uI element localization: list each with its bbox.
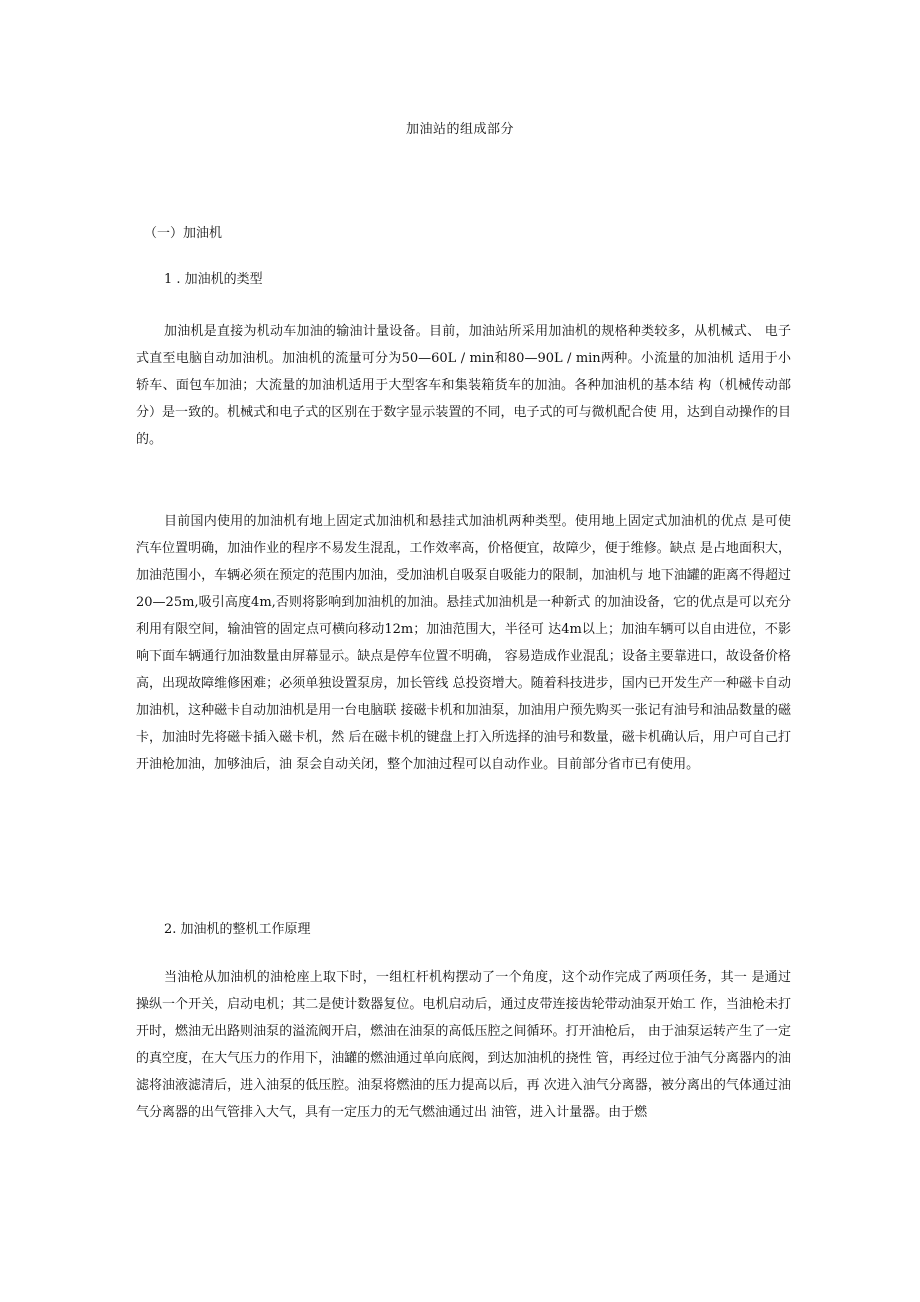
document-title: 加油站的组成部分 xyxy=(405,122,514,137)
subsection-heading-types: 1 . 加油机的类型 xyxy=(164,272,263,287)
subsection-heading-working-principle: 2. 加油机的整机工作原理 xyxy=(164,922,311,937)
section-heading: （一）加油机 xyxy=(144,226,223,241)
paragraph-working-principle: 当油枪从加油机的油枪座上取下时，一组杠杆机构摆动了一个角度，这个动作完成了两项任务，其一 是通过操纵一个开关，启动电机；其二是使计数器复位。电机启动后，通过皮带连接齿轮带动油泵开始工 作，当油枪未打开时，燃油无出路则油泵的溢流阀开启，燃油在油泵的高低压腔之间循环。打开油枪后， 由于油泵运转产生了一定的真空度，在大气压力的作用下，油罐的燃油通过单向底阀，到达加油机的挠性 管，再经过位于油气分离器内的油滤将油液滤清后，进入油泵的低压腔。油泵将燃油的压力提高以后，再 次进入油气分离器，被分离出的气体通过油气分离器的出气管排入大气，具有一定压力的无气燃油通过出 油管，进入计量器。由于燃 xyxy=(136,970,791,1120)
paragraph-dispenser-types: 目前国内使用的加油机有地上固定式加油机和悬挂式加油机两种类型。使用地上固定式加油机的优点 是可使汽车位置明确，加油作业的程序不易发生混乱，工作效率高，价格便宜，故障少，便于维修。缺点 是占地面积大，加油范围小，车辆必须在预定的范围内加油，受加油机自吸泵自吸能力的限制，加油机与 地下油罐的距离不得超过20—25m,吸引高度4m,否则将影响到加油机的加油。悬挂式加油机是一种新式 的加油设备，它的优点是可以充分利用有限空间，输油管的固定点可横向移动12m；加油范围大，半径可 达4m以上；加油车辆可以自由进位，不影响下面车辆通行加油数量由屏幕显示。缺点是停车位置不明确， 容易造成作业混乱；设备主要靠进口，故设备价格高，出现故障维修困难；必须单独设置泵房，加长管线 总投资增大。随着科技进步，国内已开发生产一种磁卡自动加油机，这种磁卡自动加油机是用一台电脑联 接磁卡机和加油泵，加油用户预先购买一张记有油号和油品数量的磁卡，加油时先将磁卡插入磁卡机，然 后在磁卡机的键盘上打入所选择的油号和数量，磁卡机确认后，用户可自己打开油枪加油，加够油后，油 泵会自动关闭，整个加油过程可以自动作业。目前部分省市已有使用。 xyxy=(136,514,791,772)
paragraph-dispenser-overview: 加油机是直接为机动车加油的输油计量设备。目前，加油站所采用加油机的规格种类较多，从机械式、 电子式直至电脑自动加油机。加油机的流量可分为50—60L / min和80—90L / min两种。小流量的加油机 适用于小轿车、面包车加油；大流量的加油机适用于大型客车和集装箱货车的加油。各种加油机的基本结 构（机械传动部分）是一致的。机械式和电子式的区别在于数字显示装置的不同，电子式的可与微机配合使 用，达到自动操作的目的。 xyxy=(136,324,791,447)
